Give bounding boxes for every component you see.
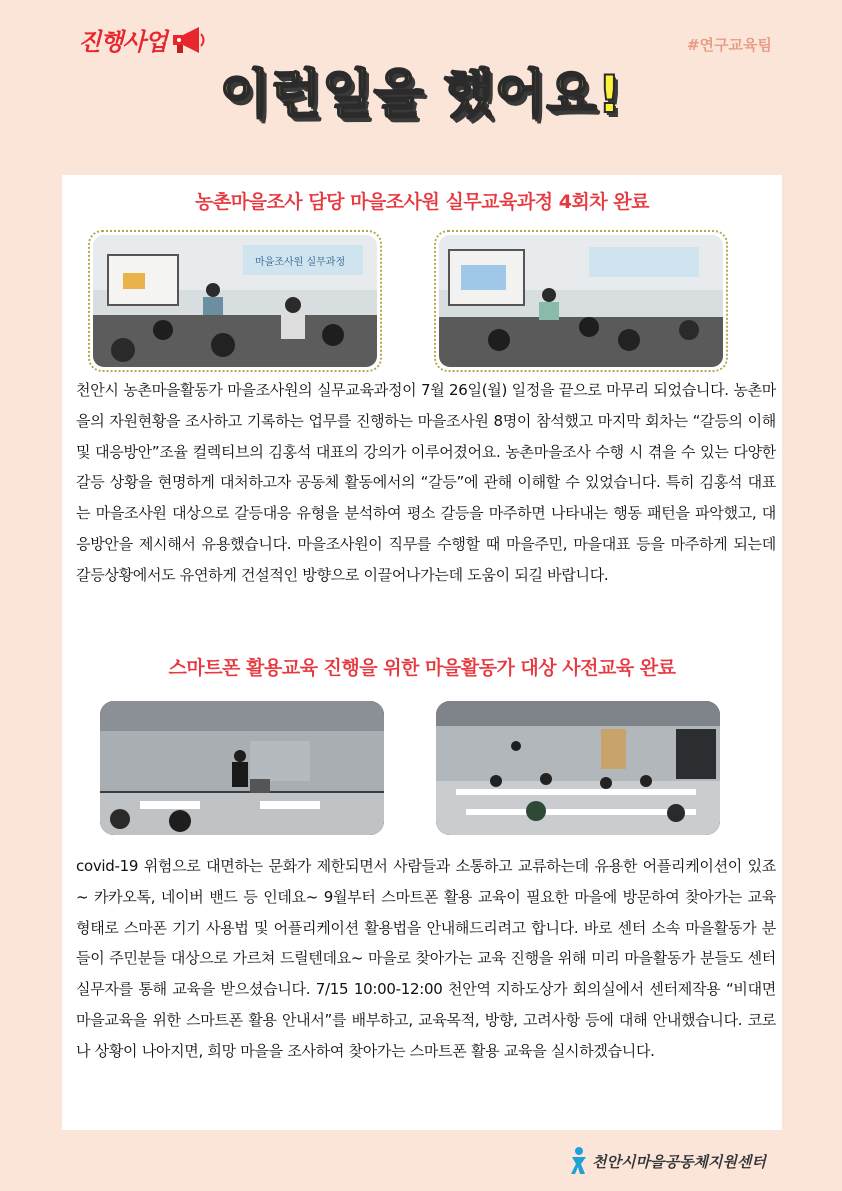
seminar-photo-1 [100, 701, 384, 835]
section2-title: 스마트폰 활용교육 진행을 위한 마을활동가 대상 사전교육 완료 [168, 657, 676, 679]
seminar-photo-2 [436, 701, 720, 835]
content-card [62, 175, 782, 1130]
section2-paragraph: covid-19 위험으로 대면하는 문화가 제한되면서 사람들과 소통하고 교류하는데 유용한 어플리케이션이 있죠~ 카카오톡, 네이버 밴드 등 인데요~ 9월부터 스마트폰 활용 교육이 필요한 마을에 방문하여 찾아가는 교육 형태로 스마폰 기기 사용법 및 어플리케이션 활용법을 안내해드리려고 합니다. 바로 센터 소속 마을활동가 분들이 주민분들 대상으로 가르쳐 드릴텐데요~ 마을로 찾아가는 교육 진행을 위해 미리 마을활동가 분들도 센터 실무자를 통해 교육을 받으셨습니다. 7/15 10:00-12:00 천안역 지하도상가 회의실에서 센터제작용 “비대면 마을교육을 위한 스마트폰 활용 안내서”를 배부하고, 교육목적, 방향, 고려사항 등에 대해 안내했습니다. 코로나 상황이 나아지면, 희망 마을을 조사하여 찾아가는 스마트폰 활용 교육을 실시하겠습니다. [76, 857, 776, 1060]
photo-banner: 마을조사원 실무과정 [255, 257, 346, 268]
section1-photo-2 [434, 230, 728, 372]
footer-logo [570, 1146, 766, 1176]
badge-label: 진행사업 [78, 28, 167, 56]
person-logo-icon [570, 1146, 588, 1176]
section2-photo-2 [436, 701, 720, 835]
section2-photo-1 [100, 701, 384, 835]
section1-title: 농촌마을조사 담당 마을조사원 실무교육과정 4회차 완료 [195, 191, 649, 213]
page-title: 이런일을 했어요! [219, 65, 623, 125]
team-hashtag: #연구교육팀 [686, 36, 772, 54]
classroom-photo-1 [93, 235, 377, 367]
classroom-photo-2 [439, 235, 723, 367]
org-name: 천안시마을공동체지원센터 [592, 1152, 766, 1171]
megaphone-icon [169, 24, 207, 56]
section1-photo-1 [88, 230, 382, 372]
section1-paragraph: 천안시 농촌마을활동가 마을조사원의 실무교육과정이 7월 26일(월) 일정을 끝으로 마무리 되었습니다. 농촌마을의 자원현황을 조사하고 기록하는 업무를 진행하는 마을조사원 8명이 참석했고 마지막 회차는 “갈등의 이해 및 대응방안”조율 컬렉티브의 김홍석 대표의 강의가 이루어졌어요. 농촌마을조사 수행 시 겪을 수 있는 다양한 갈등 상황을 현명하게 대처하고자 공동체 활동에서의 “갈등”에 관해 이해할 수 있었습니다. 특히 김홍석 대표는 마을조사원 대상으로 갈등대응 유형을 분석하여 평소 갈등을 마주하면 나타내는 행동 패턴을 파악했고, 대응방안을 제시해서 유용했습니다. 마을조사원이 직무를 수행할 때 마을주민, 마을대표 등을 마주하게 되는데 갈등상황에서도 유연하게 건설적인 방향으로 이끌어나가는데 도움이 되길 바랍니다. [76, 381, 776, 584]
